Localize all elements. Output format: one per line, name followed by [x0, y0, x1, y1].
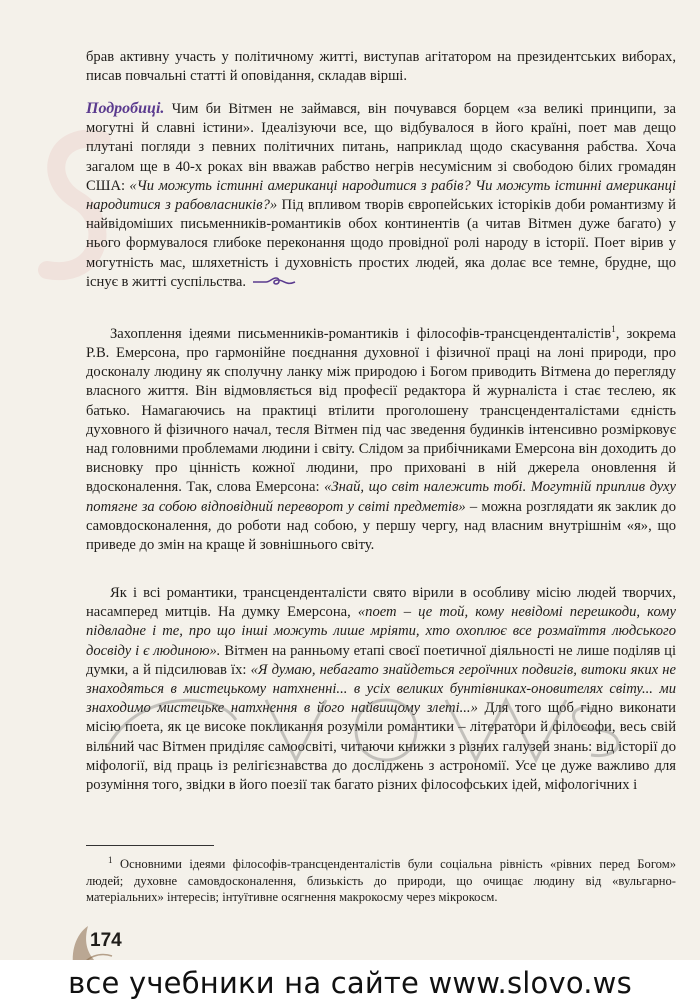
- details-paragraph: [86, 99, 676, 292]
- page-number: 174: [90, 930, 122, 951]
- details-box: [86, 99, 676, 292]
- paragraph-2-text-2: Вітмен на ранньому етапі своєї поетичної діяльності не лише поділяв ці думки, а й підсилював їх:: [86, 642, 677, 678]
- footnote-mark: 1: [108, 855, 113, 865]
- footnote-text: [86, 852, 676, 906]
- footnote-body: Основними ідеями філософів-трансценденталістів були соціальна рівність «рівних перед Богом» людей; духовне самовдосконалення, близькість до природи, що очищає людину від «вульгарно-матеріальних» інтересів; інтуїтивне осягнення макрокосму через мікрокосм.: [86, 857, 676, 905]
- curl-flourish-icon: [252, 276, 296, 288]
- footnote-reference: 1: [611, 324, 616, 334]
- details-text-2: Під впливом творів європейських історіків доби романтизму й найвідоміших письменників-романтиків обох континентів (а читав Вітмен дуже багато) у нього формувалося глибоке переконання щодо провідної ролі народу в історії. Поет вірив у могутність мас, шляхетність і духовність простих людей, яка долає все темне, брудне, що існує в житті суспільства.: [86, 197, 676, 290]
- site-banner: все учебники на сайте www.slovo.ws: [0, 960, 700, 1006]
- paragraph-1-text-3: – можна розглядати як заклик до самовдосконалення, до роботи над собою, у першу чергу, над власним внутрішнім «я», що приведе до змін на краще й зовнішнього світу.: [86, 498, 677, 554]
- details-quote: «Чи можуть істинні американці народитися з рабів? Чи можуть істинні американці народитися з рабовласників?»: [86, 177, 676, 214]
- paragraph-1-text-1: Захоплення ідеями письменників-романтиків і філософів-трансценденталістів: [110, 325, 612, 342]
- watermark-stamp-icon: [96, 690, 636, 770]
- intro-text: брав активну участь у політичному житті, виступав агітатором на президентських виборах, писав повчальні статті й оповідання, складав вірші.: [86, 49, 676, 85]
- paragraph-1-text-2: , зокрема Р.В. Емерсона, про гармонійне поєднання духовної і фізичної праці на лоні природи, про досконалу людину як сполучну ланку між природою і Богом приводить Вітмена до перегляду власного життя. Він відмовляється від професії редактора й журналіста і стає теслею, як батько. Намагаючись на практиці втілити проголошену трансценденталістами єдність духовного й фізичного начал, тесля Вітмен під час зведення будинків інтенсивно розмірковує над головними проблемами людини і світу. Слідом за прибічниками Емерсона він доходить до висновку про цінність кожної людини, про приховані в ній джерела оновлення й вдосконалення. Так, слова Емерсона:: [86, 325, 676, 496]
- paragraph-emerson: [86, 320, 676, 555]
- footnote: [86, 852, 676, 906]
- paragraph-2-quote-2: «Я думаю, небагато знайдеться героїчних подвигів, витоки яких не знаходяться в мистецькому натхненні... в усіх великих бунтівниках-оновителях світу... ми знаходимо мистецьке натхнення в його найвищому злеті...»: [86, 661, 677, 717]
- paragraph-1-quote: «Знай, що світ належить тобі. Могутній приплив духу потягне за собою відповідний переворот у світі предметів»: [86, 479, 677, 515]
- details-text-1: Чим би Вітмен не займався, він почувався борцем «за великі принципи, за могутні й славні істини». Ідеалізуючи все, що відбувалося в його країні, поет мав дещо плутані погляди з певних політичних питань, наприклад щодо скасування рабства. Хоча загалом ще в 40-х роках він вважав рабство негрів несумісним зі свободою білих громадян США:: [86, 101, 676, 194]
- intro-paragraph: [86, 48, 676, 86]
- details-label: Подробиці.: [86, 100, 165, 117]
- paragraph-2-text-1: Як і всі романтики, трансценденталісти свято вірили в особливу місію людей творчих, насамперед митців. На думку Емерсона,: [86, 585, 676, 621]
- paragraph-1: [86, 320, 676, 555]
- paragraph-2-quote-1: «поет – це той, кому невідомі перешкоди, кому підвладне і те, про що інші можуть лише мріяти, хто охоплює все розмаїття людського досвіду і є людиною».: [86, 604, 676, 659]
- footnote-divider: [86, 845, 214, 846]
- paragraph-2-text-3: Для того щоб гідно виконати місію поета, як це високе покликання розуміли романтики – літератори й філософи, весь свій вільний час Вітмен приділяє самоосвіті, читаючи книжки з різних галузей знань: від історії до міфології, від праць із релігієзнавства до досліджень з астрономії. Усе це дуже важливо для розуміння того, звідки в його поезії так багато різних філософських ідей, міфологічних і: [86, 700, 676, 794]
